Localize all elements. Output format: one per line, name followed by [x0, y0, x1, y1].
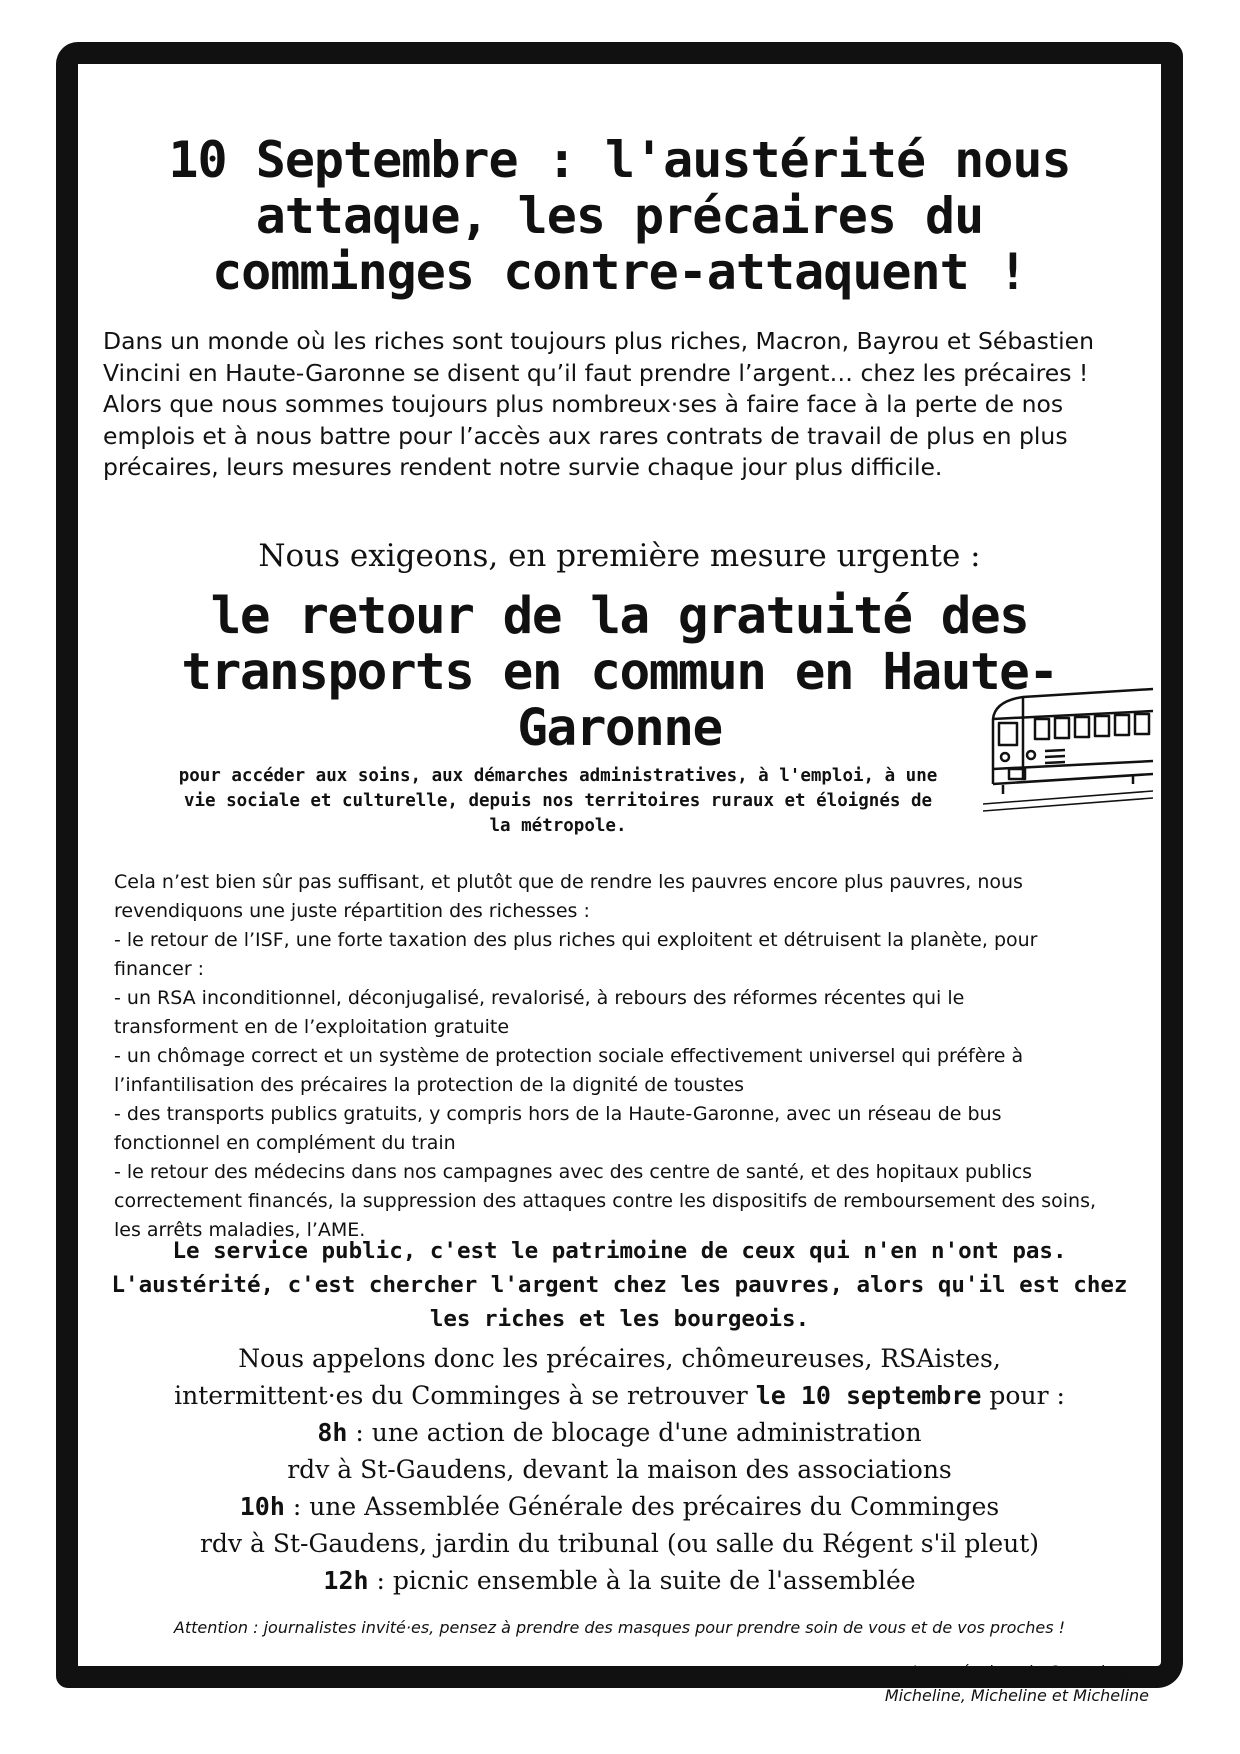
- subhead-line: vie sociale et culturelle, depuis nos territoires ruraux et éloignés de: [183, 791, 933, 811]
- schedule-item: [78, 1562, 1161, 1599]
- call-text: intermittent·es du Comminges à se retrouver: [174, 1381, 756, 1410]
- title-line: attaque, les précaires du: [255, 187, 984, 245]
- list-item: - le retour des médecins dans nos campagnes avec des centre de santé, et des hopitaux publics: [114, 1161, 1033, 1183]
- list-item: fonctionnel en complément du train: [114, 1132, 456, 1154]
- title-line: 10 Septembre : l'austérité nous: [168, 131, 1071, 189]
- body-line: Cela n’est bien sûr pas suffisant, et plutôt que de rendre les pauvres encore plus pauvres, nous: [114, 871, 1023, 893]
- quote-line: les riches et les bourgeois.: [429, 1306, 810, 1332]
- quote-block: [98, 1234, 1141, 1336]
- schedule-text: : une action de blocage d'une administration: [347, 1418, 922, 1447]
- quote-line: Le service public, c'est le patrimoine de ceux qui n'en n'ont pas.: [172, 1238, 1067, 1264]
- list-item: l’infantilisation des précaires la protection de la dignité de toustes: [114, 1074, 745, 1096]
- signature-names: Micheline, Micheline et Micheline: [884, 1686, 1149, 1705]
- call-line: Nous appelons donc les précaires, chômeureuses, RSAistes,: [238, 1344, 1001, 1373]
- intro-line: emplois et à nous battre pour l’accès aux rares contrats de travail de plus en plus: [103, 421, 1068, 450]
- intro-line: Vincini en Haute-Garonne se disent qu’il faut prendre l’argent… chez les précaires !: [103, 358, 1089, 387]
- list-item: les arrêts maladies, l’AME.: [114, 1219, 366, 1241]
- intro-line: précaires, leurs mesures rendent notre survie chaque jour plus difficile.: [103, 453, 943, 481]
- attention-note: Attention : journalistes invité·es, pensez à prendre des masques pour prendre soin de vous et de vos proches !: [173, 1618, 1066, 1637]
- schedule-time: 12h: [323, 1566, 369, 1595]
- title-line: comminges contre-attaquent !: [212, 243, 1027, 301]
- schedule-text: : picnic ensemble à la suite de l'assemblée: [368, 1566, 916, 1595]
- schedule-time: 8h: [317, 1418, 348, 1447]
- body-line: - le retour de l’ISF, une forte taxation des plus riches qui exploitent et détruisent la planète, pour: [114, 929, 1038, 951]
- subhead-line: pour accéder aux soins, aux démarches administratives, à l'emploi, à une: [178, 766, 938, 786]
- list-item: - un RSA inconditionnel, déconjugalisé, revalorisé, à rebours des réformes récentes qui le: [114, 987, 965, 1009]
- intro-paragraph: [103, 326, 1141, 484]
- poster-frame: [56, 42, 1183, 1705]
- signature: [885, 1660, 1149, 1708]
- demand-intro: Nous exigeons, en première mesure urgente :: [258, 538, 981, 574]
- schedule-rdv: rdv à St-Gaudens, devant la maison des associations: [287, 1455, 952, 1484]
- schedule-item: [78, 1414, 1161, 1451]
- headline-line: transports en commun en Haute-: [181, 643, 1058, 702]
- quote-line: L'austérité, c'est chercher l'argent chez les pauvres, alors qu'il est chez: [111, 1272, 1128, 1298]
- call-to-action: [78, 1340, 1161, 1599]
- schedule-time: 10h: [239, 1492, 285, 1521]
- demand-subhead: [98, 764, 1018, 839]
- body-line: revendiquons une juste répartition des richesses :: [114, 900, 590, 922]
- body-line: financer :: [114, 958, 205, 980]
- intro-line: Dans un monde où les riches sont toujours plus riches, Macron, Bayrou et Sébastien: [103, 327, 1094, 355]
- list-item: - des transports publics gratuits, y compris hors de la Haute-Garonne, avec un réseau de bus: [114, 1103, 1002, 1125]
- call-text: pour :: [981, 1381, 1065, 1410]
- subhead-line: la métropole.: [489, 816, 627, 836]
- call-line: [78, 1377, 1161, 1414]
- demands-list: [114, 868, 1143, 1245]
- schedule-item: [78, 1488, 1161, 1525]
- poster-content: [78, 64, 1161, 1705]
- signature-org: Les précaires du Comminges,: [912, 1662, 1149, 1681]
- list-item: correctement financés, la suppression des attaques contre les dispositifs de remboursement des soins,: [114, 1190, 1097, 1212]
- headline-line: le retour de la gratuité des: [210, 587, 1029, 646]
- intro-line: Alors que nous sommes toujours plus nombreux·ses à faire face à la perte de nos: [103, 390, 1064, 418]
- poster-title: [118, 132, 1121, 300]
- schedule-rdv: rdv à St-Gaudens, jardin du tribunal (ou salle du Régent s'il pleut): [199, 1529, 1040, 1558]
- date-highlight: le 10 septembre: [755, 1381, 982, 1410]
- headline-line: Garonne: [517, 699, 722, 758]
- list-item: - un chômage correct et un système de protection sociale effectivement universel qui préfère à: [114, 1045, 1024, 1067]
- list-item: transforment en de l’exploitation gratuite: [114, 1016, 510, 1038]
- schedule-text: : une Assemblée Générale des précaires du Comminges: [284, 1492, 1000, 1521]
